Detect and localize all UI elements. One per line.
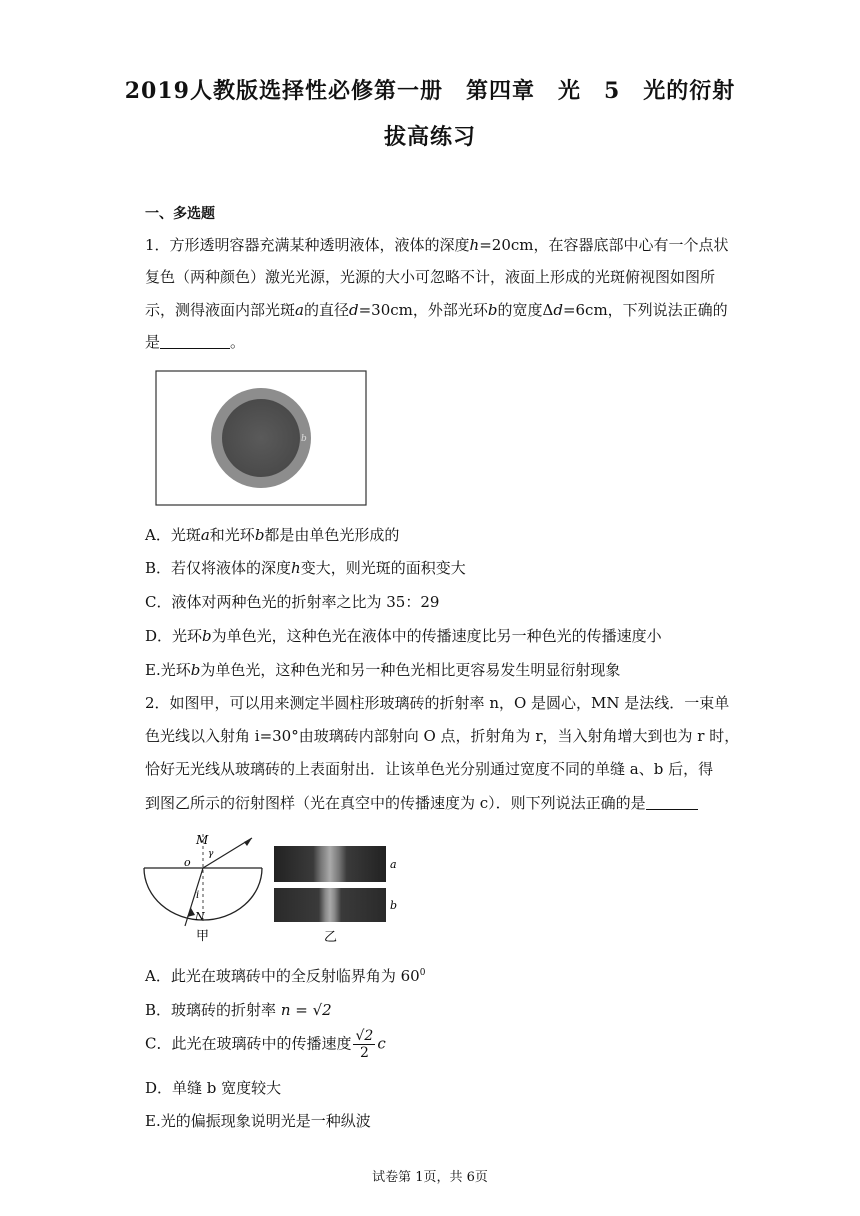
q1-line1: 1．方形透明容器充满某种透明液体，液体的深度h=20cm，在容器底部中心有一个点状 — [145, 236, 729, 254]
q2-option-a: A．此光在玻璃砖中的全反射临界角为 $60^0$ — [145, 967, 426, 985]
q2-option-b: B．玻璃砖的折射率 n = √2 — [145, 1001, 332, 1019]
section-heading: 一、多选题 — [145, 206, 215, 222]
q1-line3: 示，测得液面内部光斑a的直径d=30cm，外部光环b的宽度Δd=6cm，下列说法正确的 — [145, 301, 728, 319]
q2-figure-jia — [140, 828, 265, 944]
page-subtitle: 拔高练习 — [383, 124, 476, 150]
diffraction-pattern-a — [274, 846, 386, 882]
label-i: i — [196, 890, 200, 901]
label-gamma: γ — [208, 849, 214, 859]
q2-line3: 恰好无光线从玻璃砖的上表面射出．让该单色光分别通过宽度不同的单缝 a、b 后，得 — [145, 760, 714, 778]
q2-line1: 2．如图甲，可以用来测定半圆柱形玻璃砖的折射率 n，O 是圆心，MN 是法线．一束单 — [145, 694, 730, 712]
q1-option-d: D．光环b为单色光，这种色光在液体中的传播速度比另一种色光的传播速度小 — [145, 627, 662, 645]
q1-line2: 复色（两种颜色）激光光源，光源的大小可忽略不计，液面上形成的光斑俯视图如图所 — [145, 268, 716, 286]
label-o: o — [184, 856, 191, 869]
label-yi: 乙 — [324, 930, 338, 945]
q1-option-c: C．液体对两种色光的折射率之比为 35：29 — [145, 593, 440, 611]
q1-option-b: B．若仅将液体的深度h变大，则光斑的面积变大 — [145, 559, 466, 577]
label-jia: 甲 — [196, 929, 210, 944]
q1-line4: 是 。 — [145, 333, 246, 351]
q1-light-spot-figure — [155, 370, 367, 506]
label-b: b — [390, 899, 398, 912]
q2-option-d: D．单缝 b 宽度较大 — [145, 1079, 282, 1097]
label-n: N — [195, 910, 205, 923]
inner-spot-a — [222, 399, 300, 477]
page-title: 2019人教版选择性必修第一册 第四章 光 5 光的衍射 — [124, 78, 736, 104]
q2-figure-yi — [272, 840, 402, 946]
label-a: a — [390, 858, 397, 871]
q1-option-e: E.光环b为单色光，这种色光和另一种色光相比更容易发生明显衍射现象 — [145, 661, 621, 679]
diffraction-pattern-b — [274, 888, 386, 922]
page-footer: 试卷第 1页，共 6页 — [372, 1170, 488, 1185]
label-b: b — [301, 434, 307, 444]
formula-n: n = √2 — [280, 1001, 332, 1019]
answer-blank — [646, 795, 698, 810]
answer-blank — [160, 334, 230, 349]
q2-option-c: C．此光在玻璃砖中的传播速度 $\frac{√2}{2}$ c — [145, 1028, 386, 1061]
fraction-sqrt2-over-2: $\frac{√2}{2}$ — [355, 1028, 374, 1061]
label-m: M — [196, 833, 209, 847]
q2-option-e: E.光的偏振现象说明光是一种纵波 — [145, 1112, 371, 1130]
q1-option-a: A．光斑a和光环b都是由单色光形成的 — [145, 526, 400, 544]
q2-line4: 到图乙所示的衍射图样（光在真空中的传播速度为 c）．则下列说法正确的是 — [145, 792, 698, 813]
q2-line2: 色光线以入射角 i=30°由玻璃砖内部射向 O 点，折射角为 r，当入射角增大到也为 r 时， — [145, 727, 740, 745]
